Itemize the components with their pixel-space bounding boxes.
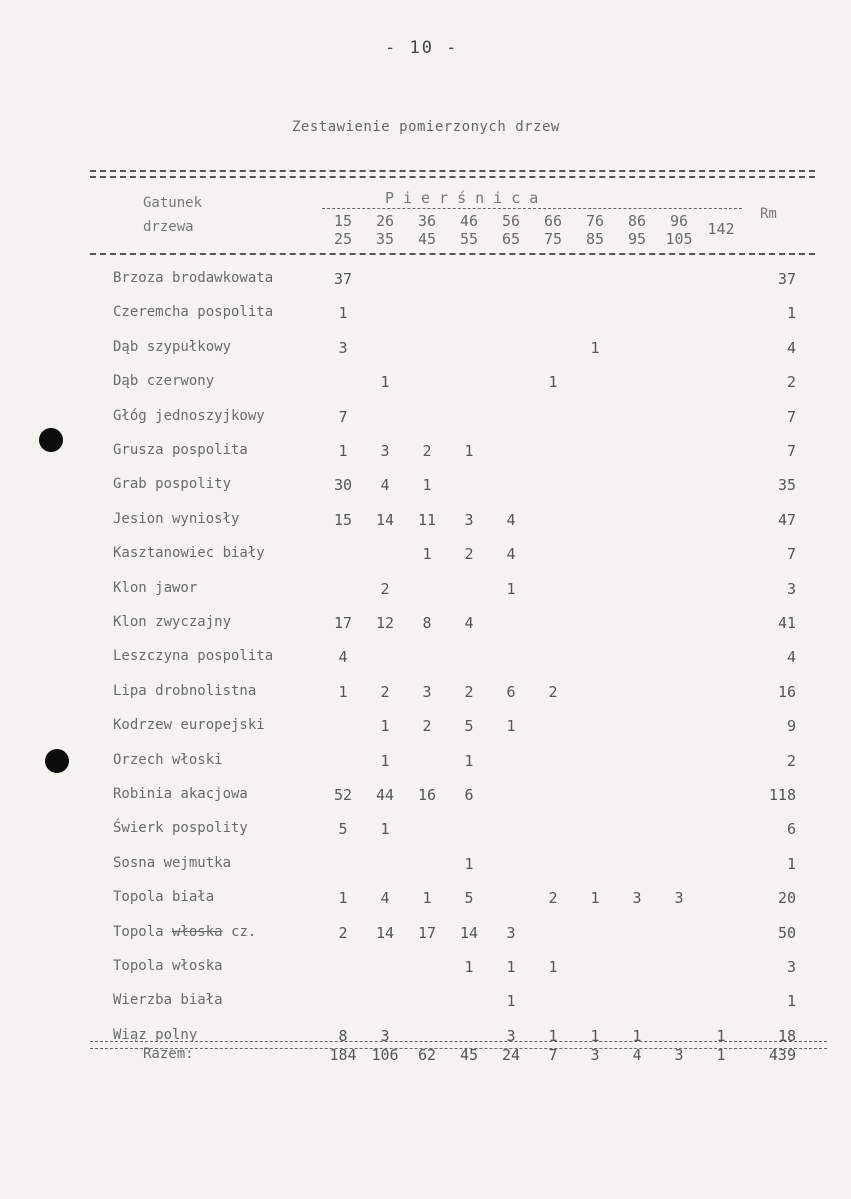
row-total: 35 [777, 476, 796, 495]
row-total: 20 [777, 889, 796, 908]
diameter-bin [575, 212, 615, 248]
row-total: 3 [786, 579, 796, 598]
table-cell: 5 [464, 889, 474, 908]
table-cell: 2 [380, 579, 390, 598]
bin-to: 25 [333, 230, 353, 248]
table-cell: 37 [333, 270, 353, 288]
sum-cell: 184 [329, 1046, 357, 1064]
diameter-bin [449, 212, 489, 248]
table-cell: 1 [548, 1026, 558, 1045]
table-cell: 4 [380, 889, 390, 908]
table-cell: 12 [375, 614, 395, 632]
bin-from: 46 [459, 212, 479, 230]
rule-header-bottom [90, 253, 815, 255]
bin-from: 26 [375, 212, 395, 230]
row-total: 37 [777, 270, 796, 288]
rule-group [322, 208, 742, 209]
table-cell: 2 [548, 682, 558, 701]
species-name: Topola włoska cz. [113, 923, 257, 940]
row-total: 7 [786, 545, 796, 564]
table-cell: 14 [459, 923, 479, 942]
species-name: Jesion wyniosły [113, 510, 240, 527]
table-cell: 2 [548, 889, 558, 908]
table-cell: 1 [590, 1026, 600, 1045]
table-cell: 3 [506, 923, 516, 942]
table-cell: 2 [422, 442, 432, 460]
row-total: 7 [786, 442, 796, 460]
bin-to: 45 [417, 230, 437, 248]
species-name: Wiąz polny [113, 1026, 198, 1043]
species-name: Topola biała [113, 889, 215, 906]
table-cell: 1 [464, 442, 474, 460]
bin-to: 75 [543, 230, 563, 248]
grand-total: 439 [768, 1046, 796, 1064]
table-cell: 4 [380, 476, 390, 495]
row-total: 6 [786, 820, 796, 839]
row-total: 3 [786, 958, 796, 976]
sum-cell: 24 [501, 1046, 521, 1064]
table-cell: 8 [338, 1026, 348, 1045]
row-total: 16 [777, 682, 796, 701]
row-total: 2 [786, 751, 796, 770]
row-total: 4 [786, 648, 796, 667]
diameter-bin [701, 220, 741, 238]
table-cell: 1 [506, 958, 516, 976]
diameter-bin [491, 212, 531, 248]
table-cell: 2 [464, 682, 474, 701]
row-total: 1 [786, 304, 796, 323]
table-cell: 1 [380, 717, 390, 736]
table-cell: 1 [380, 820, 390, 839]
rule-sum [90, 1041, 827, 1042]
table-cell: 3 [632, 889, 642, 908]
diameter-bin [533, 212, 573, 248]
table-cell: 44 [375, 786, 395, 804]
bin-from: 142 [707, 220, 735, 238]
table-cell: 11 [417, 510, 437, 529]
species-name: Lipa drobnolistna [113, 682, 257, 699]
table-cell: 2 [338, 923, 348, 942]
diameter-bin [407, 212, 447, 248]
species-header: Gatunek [143, 195, 203, 211]
row-total: 1 [786, 854, 796, 873]
species-name: Sosna wejmutka [113, 854, 232, 871]
table-cell: 8 [422, 614, 432, 632]
bin-to: 85 [585, 230, 605, 248]
table-cell: 2 [422, 717, 432, 736]
sum-cell: 106 [371, 1046, 399, 1064]
table-cell: 1 [506, 717, 516, 736]
bin-to: 55 [459, 230, 479, 248]
table-cell: 30 [333, 476, 353, 495]
table-cell: 3 [338, 338, 348, 357]
species-name: Robinia akacjowa [113, 786, 248, 802]
table-cell: 2 [464, 545, 474, 564]
species-name: Topola włoska [113, 958, 223, 974]
bin-from: 66 [543, 212, 563, 230]
row-total: 47 [777, 510, 796, 529]
table-cell: 1 [716, 1026, 726, 1045]
bin-to: 105 [665, 230, 693, 248]
table-cell: 15 [333, 510, 353, 529]
table-cell: 1 [590, 338, 600, 357]
sum-cell: 1 [716, 1046, 726, 1064]
bin-from: 96 [669, 212, 689, 230]
table-cell: 1 [548, 958, 558, 976]
sum-cell: 3 [590, 1046, 600, 1064]
table-cell: 1 [506, 992, 516, 1011]
species-name: Brzoza brodawkowata [113, 270, 274, 286]
table-cell: 1 [380, 751, 390, 770]
species-name: Grab pospolity [113, 476, 232, 493]
table-cell: 1 [422, 889, 432, 908]
table-cell: 1 [548, 373, 558, 392]
bin-from: 86 [627, 212, 647, 230]
table-cell: 3 [506, 1026, 516, 1045]
table-cell: 6 [464, 786, 474, 804]
struck-word: włoska [172, 923, 223, 940]
table-cell: 3 [380, 1026, 390, 1045]
species-name: Leszczyna pospolita [113, 648, 274, 665]
sum-cell: 4 [632, 1046, 642, 1064]
species-name: Dąb szypułkowy [113, 338, 232, 355]
species-name: Orzech włoski [113, 751, 223, 768]
species-name: Klon jawor [113, 579, 198, 596]
diameter-bin [365, 212, 405, 248]
species-name: Klon zwyczajny [113, 614, 232, 630]
sum-cell: 45 [459, 1046, 479, 1064]
rule-top-double [90, 176, 815, 178]
diameter-bin [323, 212, 363, 248]
sum-cell: 3 [674, 1046, 684, 1064]
diameter-bin [617, 212, 657, 248]
table-cell: 1 [506, 579, 516, 598]
table-cell: 1 [380, 373, 390, 392]
table-cell: 1 [422, 476, 432, 495]
table-cell: 1 [338, 442, 348, 460]
table-cell: 1 [632, 1026, 642, 1045]
sum-label: Razem: [143, 1046, 194, 1062]
table-cell: 1 [422, 545, 432, 564]
row-total: 9 [786, 717, 796, 736]
row-total: 50 [777, 923, 796, 942]
bin-to: 95 [627, 230, 647, 248]
table-cell: 3 [380, 442, 390, 460]
bin-to: 65 [501, 230, 521, 248]
table-cell: 4 [338, 648, 348, 667]
table-cell: 5 [464, 717, 474, 736]
bin-from: 56 [501, 212, 521, 230]
table-cell: 1 [338, 889, 348, 908]
table-cell: 1 [464, 751, 474, 770]
species-name: Głóg jednoszyjkowy [113, 407, 265, 424]
row-total: 7 [786, 407, 796, 426]
diameter-group-header: Pierśnica [385, 189, 548, 207]
bin-to: 35 [375, 230, 395, 248]
row-total: 18 [777, 1026, 796, 1045]
table-cell: 1 [338, 304, 348, 323]
table-cell: 5 [338, 820, 348, 839]
table-cell: 14 [375, 923, 395, 942]
rule-top [90, 170, 815, 172]
table-cell: 7 [338, 407, 348, 426]
species-name: Czeremcha pospolita [113, 304, 274, 321]
row-total: 2 [786, 373, 796, 392]
table-cell: 3 [464, 510, 474, 529]
row-total: 41 [777, 614, 796, 632]
bin-from: 76 [585, 212, 605, 230]
table-cell: 4 [506, 545, 516, 564]
total-header: Rm [760, 206, 777, 222]
species-name: Kasztanowiec biały [113, 545, 265, 562]
table-cell: 14 [375, 510, 395, 529]
table-cell: 2 [380, 682, 390, 701]
punch-hole [45, 749, 69, 773]
species-name: Wierzba biała [113, 992, 223, 1009]
sum-cell: 62 [417, 1046, 437, 1064]
table-cell: 6 [506, 682, 516, 701]
table-cell: 17 [333, 614, 353, 632]
species-name: Grusza pospolita [113, 442, 248, 458]
table-cell: 4 [506, 510, 516, 529]
punch-hole [39, 428, 63, 452]
table-cell: 17 [417, 923, 437, 942]
species-name: Dąb czerwony [113, 373, 215, 390]
table-cell: 1 [338, 682, 348, 701]
table-cell: 3 [422, 682, 432, 701]
row-total: 118 [768, 786, 796, 804]
table-cell: 4 [464, 614, 474, 632]
table-cell: 3 [674, 889, 684, 908]
document-title: Zestawienie pomierzonych drzew [292, 119, 560, 135]
bin-from: 15 [333, 212, 353, 230]
species-header-line2: drzewa [143, 219, 194, 235]
table-cell: 16 [417, 786, 437, 804]
table-cell: 52 [333, 786, 353, 804]
page-number: - 10 - [385, 38, 459, 58]
table-cell: 1 [464, 958, 474, 976]
species-name: Świerk pospolity [113, 820, 248, 837]
diameter-bin [659, 212, 699, 248]
table-cell: 1 [464, 854, 474, 873]
species-name: Kodrzew europejski [113, 717, 265, 734]
sum-cell: 7 [548, 1046, 558, 1064]
bin-from: 36 [417, 212, 437, 230]
row-total: 4 [786, 338, 796, 357]
row-total: 1 [786, 992, 796, 1011]
table-cell: 1 [590, 889, 600, 908]
